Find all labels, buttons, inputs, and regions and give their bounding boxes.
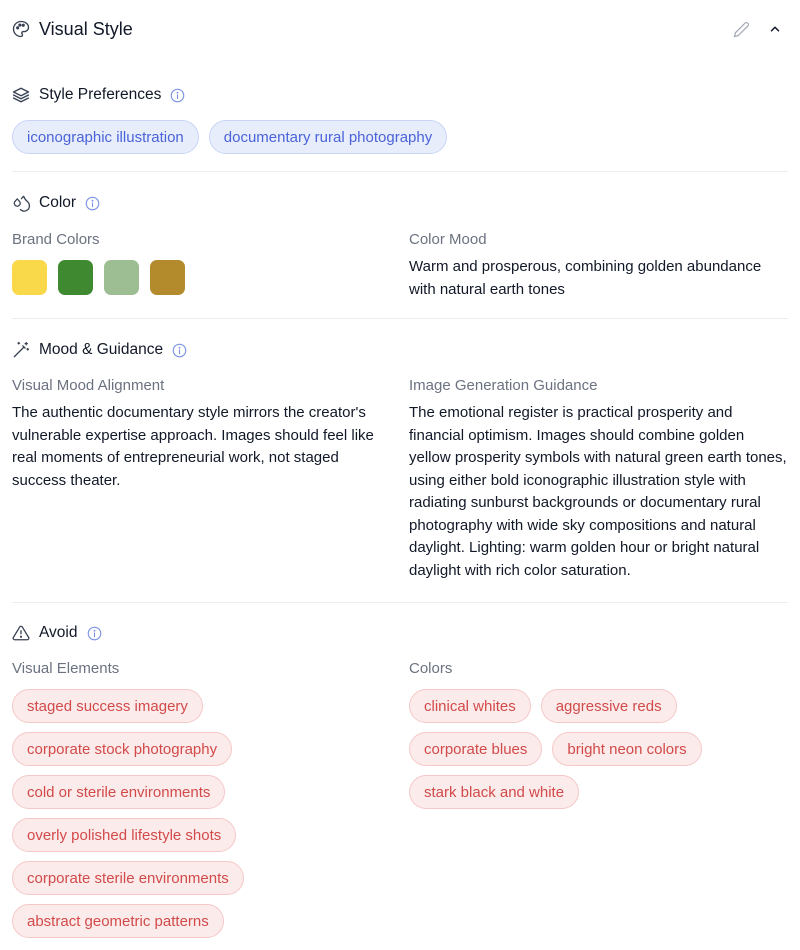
image-generation-guidance-text: The emotional register is practical prosperity and financial optimism. Images should combine golden yellow prosperity symbols with natural green earth tones, using either bold iconographic illustration style with radiating sunburst backgrounds or documentary rural photography with wide sky compositions and natural daylight. Lighting: warm golden hour or bright natural daylight with rich color saturation. bbox=[409, 404, 787, 579]
avoid-tag[interactable]: cold or sterile environments bbox=[12, 775, 225, 809]
warning-triangle-icon bbox=[12, 624, 30, 642]
mood-guidance-heading bbox=[12, 340, 187, 360]
palette-icon bbox=[12, 20, 30, 38]
section-title-visual-style: Visual Style bbox=[39, 18, 133, 39]
color-mood-label: Color Mood bbox=[409, 231, 487, 248]
color-swatch[interactable] bbox=[12, 260, 47, 295]
avoid-color-tag[interactable]: corporate blues bbox=[409, 732, 542, 766]
color-mood-text: Warm and prosperous, combining golden abundance with natural earth tones bbox=[409, 258, 762, 298]
chevron-up-icon bbox=[768, 22, 782, 36]
visual-elements-label: Visual Elements bbox=[12, 660, 120, 677]
style-preferences-label: Style Preferences bbox=[39, 86, 162, 103]
avoid-colors bbox=[409, 689, 702, 809]
avoid-colors-row bbox=[409, 689, 677, 723]
mood-guidance-label: Mood & Guidance bbox=[39, 341, 164, 358]
style-tag[interactable]: iconographic illustration bbox=[12, 120, 199, 154]
color-heading bbox=[12, 193, 100, 213]
divider bbox=[12, 318, 788, 319]
avoid-colors-row bbox=[409, 732, 702, 766]
color-swatch[interactable] bbox=[104, 260, 139, 295]
avoid-heading bbox=[12, 623, 102, 643]
image-generation-guidance-label: Image Generation Guidance bbox=[409, 377, 598, 394]
brand-colors-label: Brand Colors bbox=[12, 231, 100, 248]
avoid-tag[interactable]: corporate sterile environments bbox=[12, 861, 244, 895]
collapse-button[interactable] bbox=[764, 18, 786, 40]
avoid-label: Avoid bbox=[39, 624, 78, 641]
info-icon[interactable] bbox=[85, 196, 100, 211]
color-label: Color bbox=[39, 194, 77, 211]
style-tag[interactable]: documentary rural photography bbox=[209, 120, 447, 154]
pencil-icon bbox=[733, 21, 750, 38]
info-icon[interactable] bbox=[172, 343, 187, 358]
avoid-color-tag[interactable]: aggressive reds bbox=[541, 689, 677, 723]
edit-button[interactable] bbox=[730, 18, 752, 40]
avoid-colors-row bbox=[409, 775, 579, 809]
magic-wand-icon bbox=[12, 341, 30, 359]
avoid-color-tag[interactable]: bright neon colors bbox=[552, 732, 701, 766]
brand-color-swatches bbox=[12, 260, 185, 295]
avoid-tag[interactable]: staged success imagery bbox=[12, 689, 203, 723]
style-preferences-heading bbox=[12, 85, 185, 105]
color-swatch[interactable] bbox=[58, 260, 93, 295]
visual-style-header bbox=[12, 14, 788, 44]
style-tags bbox=[12, 120, 447, 154]
avoid-color-tag[interactable]: stark black and white bbox=[409, 775, 579, 809]
info-icon[interactable] bbox=[87, 626, 102, 641]
divider bbox=[12, 602, 788, 603]
layers-icon bbox=[12, 86, 30, 104]
droplets-icon bbox=[12, 194, 30, 212]
visual-mood-alignment-text: The authentic documentary style mirrors the creator's vulnerable expertise approach. Images should feel like real moments of entrepreneurial work, not staged success theater. bbox=[12, 404, 374, 489]
avoid-colors-label: Colors bbox=[409, 660, 453, 677]
visual-mood-alignment-label: Visual Mood Alignment bbox=[12, 377, 165, 394]
avoid-tag[interactable]: abstract geometric patterns bbox=[12, 904, 224, 938]
avoid-color-tag[interactable]: clinical whites bbox=[409, 689, 531, 723]
avoid-visual-elements bbox=[12, 689, 244, 938]
avoid-tag[interactable]: overly polished lifestyle shots bbox=[12, 818, 236, 852]
info-icon[interactable] bbox=[170, 88, 185, 103]
divider bbox=[12, 171, 788, 172]
color-swatch[interactable] bbox=[150, 260, 185, 295]
avoid-tag[interactable]: corporate stock photography bbox=[12, 732, 232, 766]
